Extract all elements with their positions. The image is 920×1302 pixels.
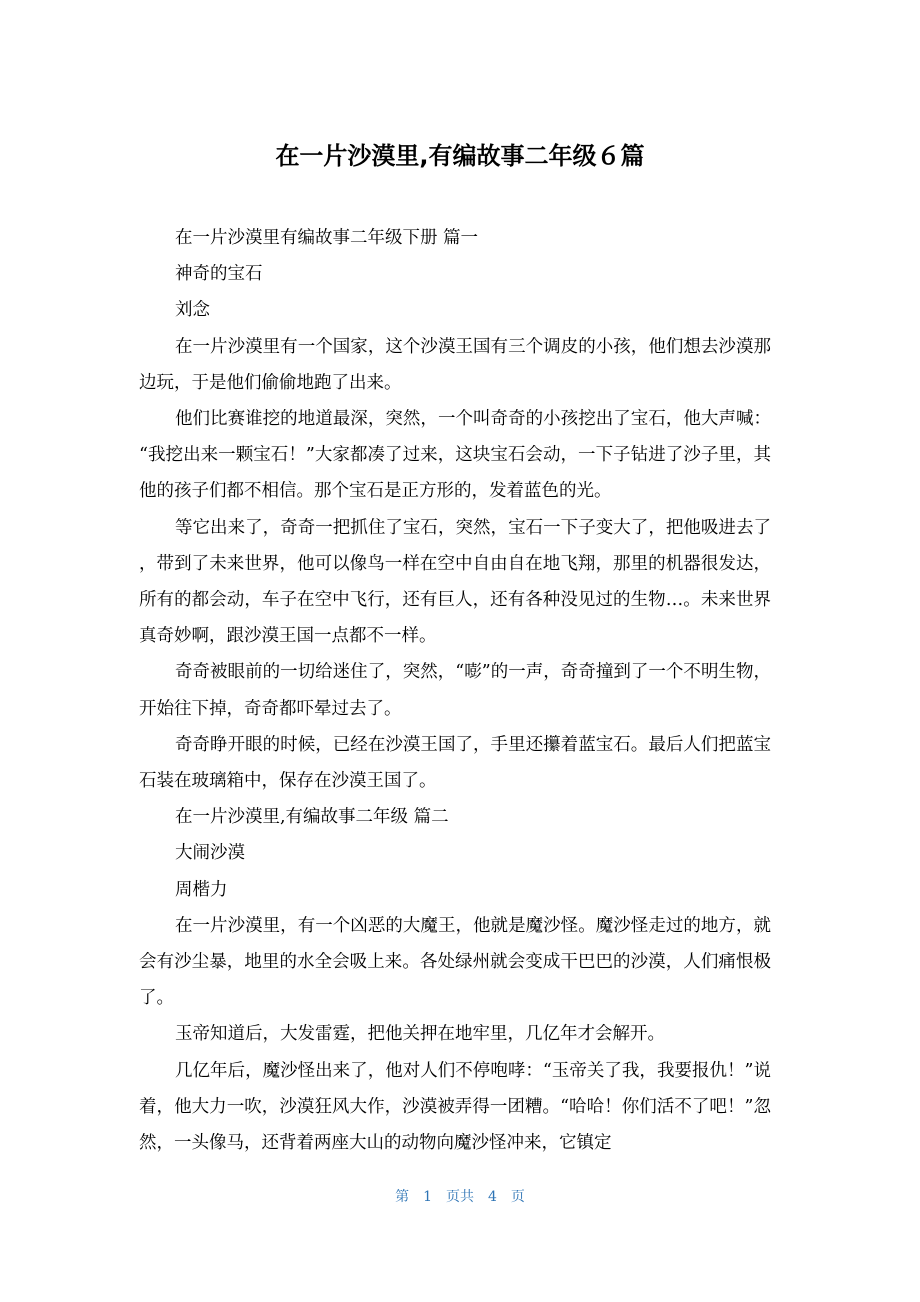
document-title: 在一片沙漠里,有编故事二年级６篇: [275, 142, 645, 170]
paragraph: 在一片沙漠里，有一个凶恶的大魔王，他就是魔沙怪。魔沙怪走过的地方，就会有沙尘暴，地里的水全会吸上来。各处绿州就会变成干巴巴的沙漠，人们痛恨极了。: [139, 915, 771, 1009]
paragraph: 奇奇睁开眼的时候，已经在沙漠王国了，手里还攥着蓝宝石。最后人们把蓝宝石装在玻璃箱中，保存在沙漠王国了。: [139, 734, 771, 792]
document-body: [139, 220, 771, 1161]
paragraph: 等它出来了，奇奇一把抓住了宝石，突然，宝石一下子变大了，把他吸进去了，带到了未来世界，他可以像鸟一样在空中自由自在地飞翔，那里的机器很发达，所有的都会动，车子在空中飞行，还有巨人，还有各种没见过的生物…。未来世界真奇妙啊，跟沙漠王国一点都不一样。: [139, 517, 771, 647]
paragraph-story-title-1: 神奇的宝石: [175, 264, 263, 285]
paragraph: 玉帝知道后，大发雷霆，把他关押在地牢里，几亿年才会解开。: [175, 1024, 665, 1045]
paragraph-author-1: 刘念: [175, 300, 210, 321]
paragraph-author-2: 周楷力: [175, 879, 228, 900]
page-number-footer: 第 1 页共 4 页: [395, 1189, 525, 1205]
paragraph-story-title-2: 大闹沙漠: [175, 843, 245, 864]
paragraph: 在一片沙漠里有一个国家，这个沙漠王国有三个调皮的小孩，他们想去沙漠那边玩，于是他们偷偷地跑了出来。: [139, 336, 771, 393]
paragraph-section-heading-2: 在一片沙漠里,有编故事二年级 篇二: [175, 807, 449, 828]
paragraph: 几亿年后，魔沙怪出来了，他对人们不停咆哮：“玉帝关了我，我要报仇！”说着，他大力一吹，沙漠狂风大作，沙漠被弄得一团糟。“哈哈！你们活不了吧！”忽然，一头像马，还背着两座大山的动物向魔沙怪冲来，它镇定: [139, 1060, 771, 1154]
paragraph: 他们比赛谁挖的地道最深，突然，一个叫奇奇的小孩挖出了宝石，他大声喊：“我挖出来一颗宝石！”大家都凑了过来，这块宝石会动，一下子钻进了沙子里，其他的孩子们都不相信。那个宝石是正方形的，发着蓝色的光。: [139, 409, 771, 502]
paragraph-section-heading-1: 在一片沙漠里有编故事二年级下册 篇一: [175, 228, 479, 248]
paragraph: 奇奇被眼前的一切给迷住了，突然，“嘭”的一声，奇奇撞到了一个不明生物，开始往下掉，奇奇都吓晕过去了。: [139, 662, 771, 719]
